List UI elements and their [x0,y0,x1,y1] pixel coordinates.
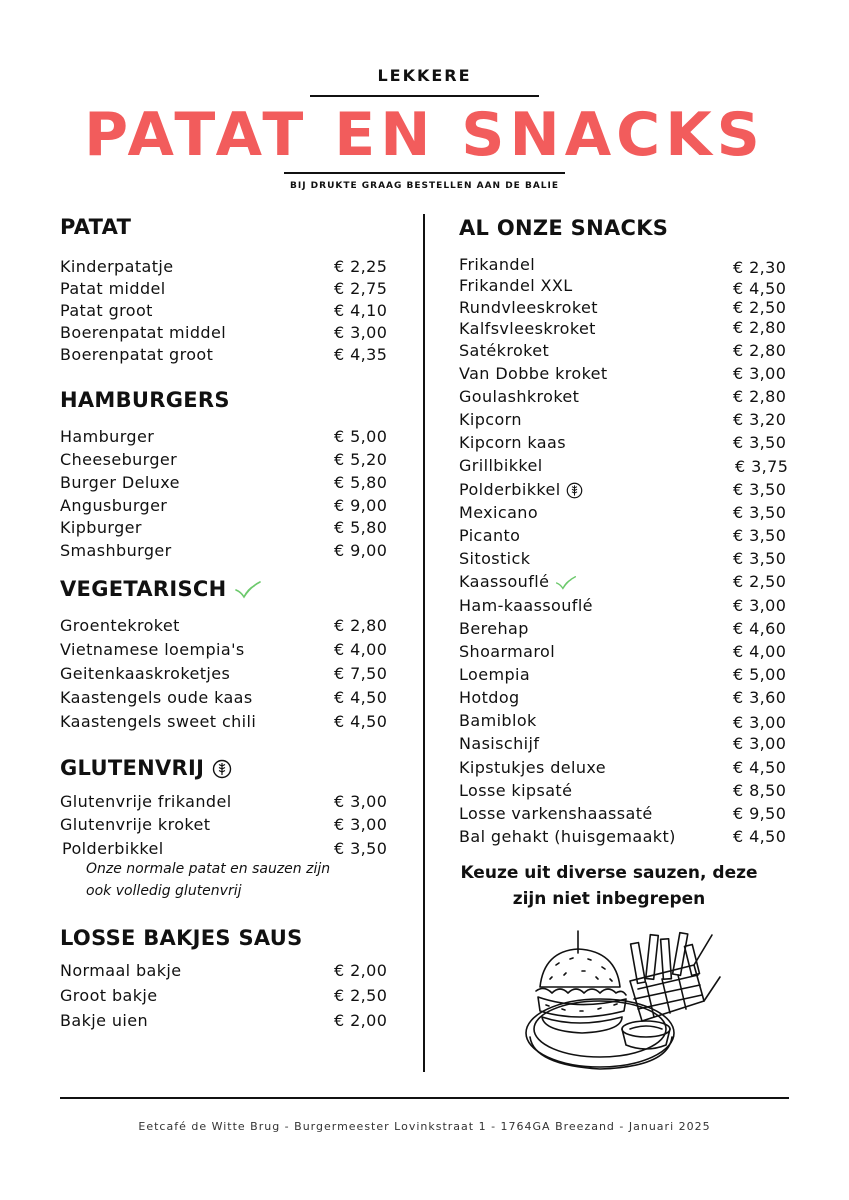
item-name: Hotdog [459,688,520,707]
item-price: € 5,20 [334,450,388,469]
item-name: Patat middel [60,279,166,298]
note-line: ook volledig glutenvrij [86,883,242,899]
item-price: € 2,80 [334,616,388,635]
item-name: Patat groot [60,301,153,320]
menu-item [60,345,213,364]
item-price: € 3,75 [735,457,789,476]
item-name: Shoarmarol [459,642,556,661]
sauce-note-line: Keuze uit diverse sauzen, deze [460,863,758,883]
item-price: € 3,50 [733,503,787,522]
item-name: Kalfsvleeskroket [459,319,596,338]
item-name: Frikandel [459,255,536,274]
item-price: € 5,00 [733,665,787,684]
menu-item-with-icon [459,572,577,591]
item-name: Kipstukjes deluxe [459,758,607,777]
item-price: € 8,50 [733,781,787,800]
menu-kicker: LEKKERE [377,66,472,85]
menu-item [60,257,173,276]
item-name: Loempia [459,665,531,684]
item-price: € 4,35 [334,345,388,364]
item-name: Boerenpatat groot [60,345,214,364]
item-name: Ham-kaassouflé [459,596,593,615]
item-price: € 3,00 [733,713,787,732]
item-price: € 3,00 [334,792,388,811]
item-name: Kipburger [60,518,142,537]
item-name: Polderbikkel [459,480,561,499]
item-name: Goulashkroket [459,387,580,406]
menu-item [60,279,166,298]
item-price: € 5,80 [334,473,388,492]
menu-item-with-icon [459,480,583,499]
item-price: € 3,50 [733,480,787,499]
item-price: € 2,75 [334,279,388,298]
item-price: € 3,50 [334,839,388,858]
item-name: Mexicano [459,503,539,522]
item-name: Kipcorn kaas [459,433,566,452]
item-name: Sitostick [459,549,531,568]
item-price: € 5,00 [334,427,388,446]
gluten-free-icon [566,482,583,499]
item-name: Vietnamese loempia's [60,640,245,659]
section-title-hamburgers: HAMBURGERS [60,388,230,412]
item-name: Rundvleeskroket [459,298,598,317]
section-title-saus: LOSSE BAKJES SAUS [60,926,303,950]
item-price: € 3,50 [733,526,787,545]
item-price: € 4,60 [733,619,787,638]
menu-item [60,301,153,320]
footer-rule [60,1097,789,1099]
section-title-text: VEGETARISCH [60,577,227,601]
vegetarian-check-icon [555,576,577,590]
gluten-free-icon [212,759,232,779]
item-price: € 3,50 [733,433,787,452]
item-price: € 4,10 [334,301,388,320]
menu-title: PATAT EN SNACKS [84,100,765,170]
item-price: € 3,60 [733,688,787,707]
sauce-note-line: zijn niet inbegrepen [512,889,706,909]
section-title-text: GLUTENVRIJ [60,756,205,780]
section-title-glutenvrij [60,756,232,780]
item-price: € 2,50 [733,298,787,317]
item-name: Nasischijf [459,734,540,753]
item-price: € 2,00 [334,961,388,980]
item-price: € 5,80 [334,518,388,537]
item-price: € 3,00 [733,364,787,383]
item-price: € 9,00 [334,541,388,560]
item-price: € 2,25 [334,257,388,276]
item-name: Bal gehakt (huisgemaakt) [459,827,676,846]
item-name: Cheeseburger [60,450,178,469]
item-name: Geitenkaaskroketjes [60,664,231,683]
item-name: Kinderpatatje [60,257,174,276]
item-price: € 4,00 [733,642,787,661]
item-name: Losse kipsaté [459,781,573,800]
item-price: € 7,50 [334,664,388,683]
item-price: € 2,30 [733,258,787,277]
item-price: € 3,20 [733,410,787,429]
item-price: € 3,00 [334,323,388,342]
item-price: € 9,50 [733,804,787,823]
item-name: Angusburger [60,496,168,515]
item-name: Berehap [459,619,529,638]
item-name: Groot bakje [60,986,158,1005]
item-price: € 4,50 [334,712,388,731]
item-price: € 2,80 [733,318,787,337]
item-price: € 3,00 [334,815,388,834]
item-name: Bakje uien [60,1011,148,1030]
item-price: € 3,00 [733,734,787,753]
column-divider [423,214,425,1072]
item-price: € 3,50 [733,549,787,568]
item-price: € 2,00 [334,1011,388,1030]
sauce-note [440,860,778,912]
item-name: Kaastengels oude kaas [60,688,253,707]
section-title-patat: PATAT [60,215,132,239]
section-title-vegetarisch [60,577,262,601]
item-price: € 9,00 [334,496,388,515]
glutenvrij-note [86,858,330,902]
header-rule-bottom [284,172,565,174]
item-name: Burger Deluxe [60,473,180,492]
item-price: € 4,50 [733,827,787,846]
item-price: € 2,50 [733,572,787,591]
item-name: Hamburger [60,427,155,446]
item-name: Losse varkenshaassaté [459,804,653,823]
item-name: Normaal bakje [60,961,182,980]
item-name: Van Dobbe kroket [459,364,608,383]
vegetarian-check-icon [234,581,262,599]
burger-fries-illustration [522,925,727,1075]
menu-item [60,323,226,342]
item-price: € 4,50 [733,279,787,298]
item-name: Glutenvrije kroket [60,815,211,834]
item-name: Smashburger [60,541,172,560]
header-rule-top [310,95,539,97]
item-name: Kipcorn [459,410,522,429]
item-name: Grillbikkel [459,456,543,475]
item-name: Satékroket [459,341,550,360]
item-price: € 4,50 [733,758,787,777]
note-line: Onze normale patat en sauzen zijn [86,861,331,877]
item-price: € 4,50 [334,688,388,707]
item-name: Bamiblok [459,711,537,730]
section-title-snacks: AL ONZE SNACKS [459,216,669,240]
item-name: Kaastengels sweet chili [60,712,257,731]
footer-address: Eetcafé de Witte Brug - Burgermeester Lovinkstraat 1 - 1764GA Breezand - Januari 2025 [138,1120,711,1133]
item-price: € 4,00 [334,640,388,659]
item-name: Groentekroket [60,616,180,635]
item-name: Polderbikkel [62,839,164,858]
item-name: Picanto [459,526,521,545]
menu-subtitle: BIJ DRUKTE GRAAG BESTELLEN AAN DE BALIE [289,181,560,191]
item-price: € 2,50 [334,986,388,1005]
item-name: Frikandel XXL [459,276,573,295]
item-price: € 2,80 [733,341,787,360]
item-name: Glutenvrije frikandel [60,792,232,811]
item-name: Boerenpatat middel [60,323,227,342]
item-price: € 2,80 [733,387,787,406]
item-name: Kaassouflé [459,572,550,591]
item-price: € 3,00 [733,596,787,615]
